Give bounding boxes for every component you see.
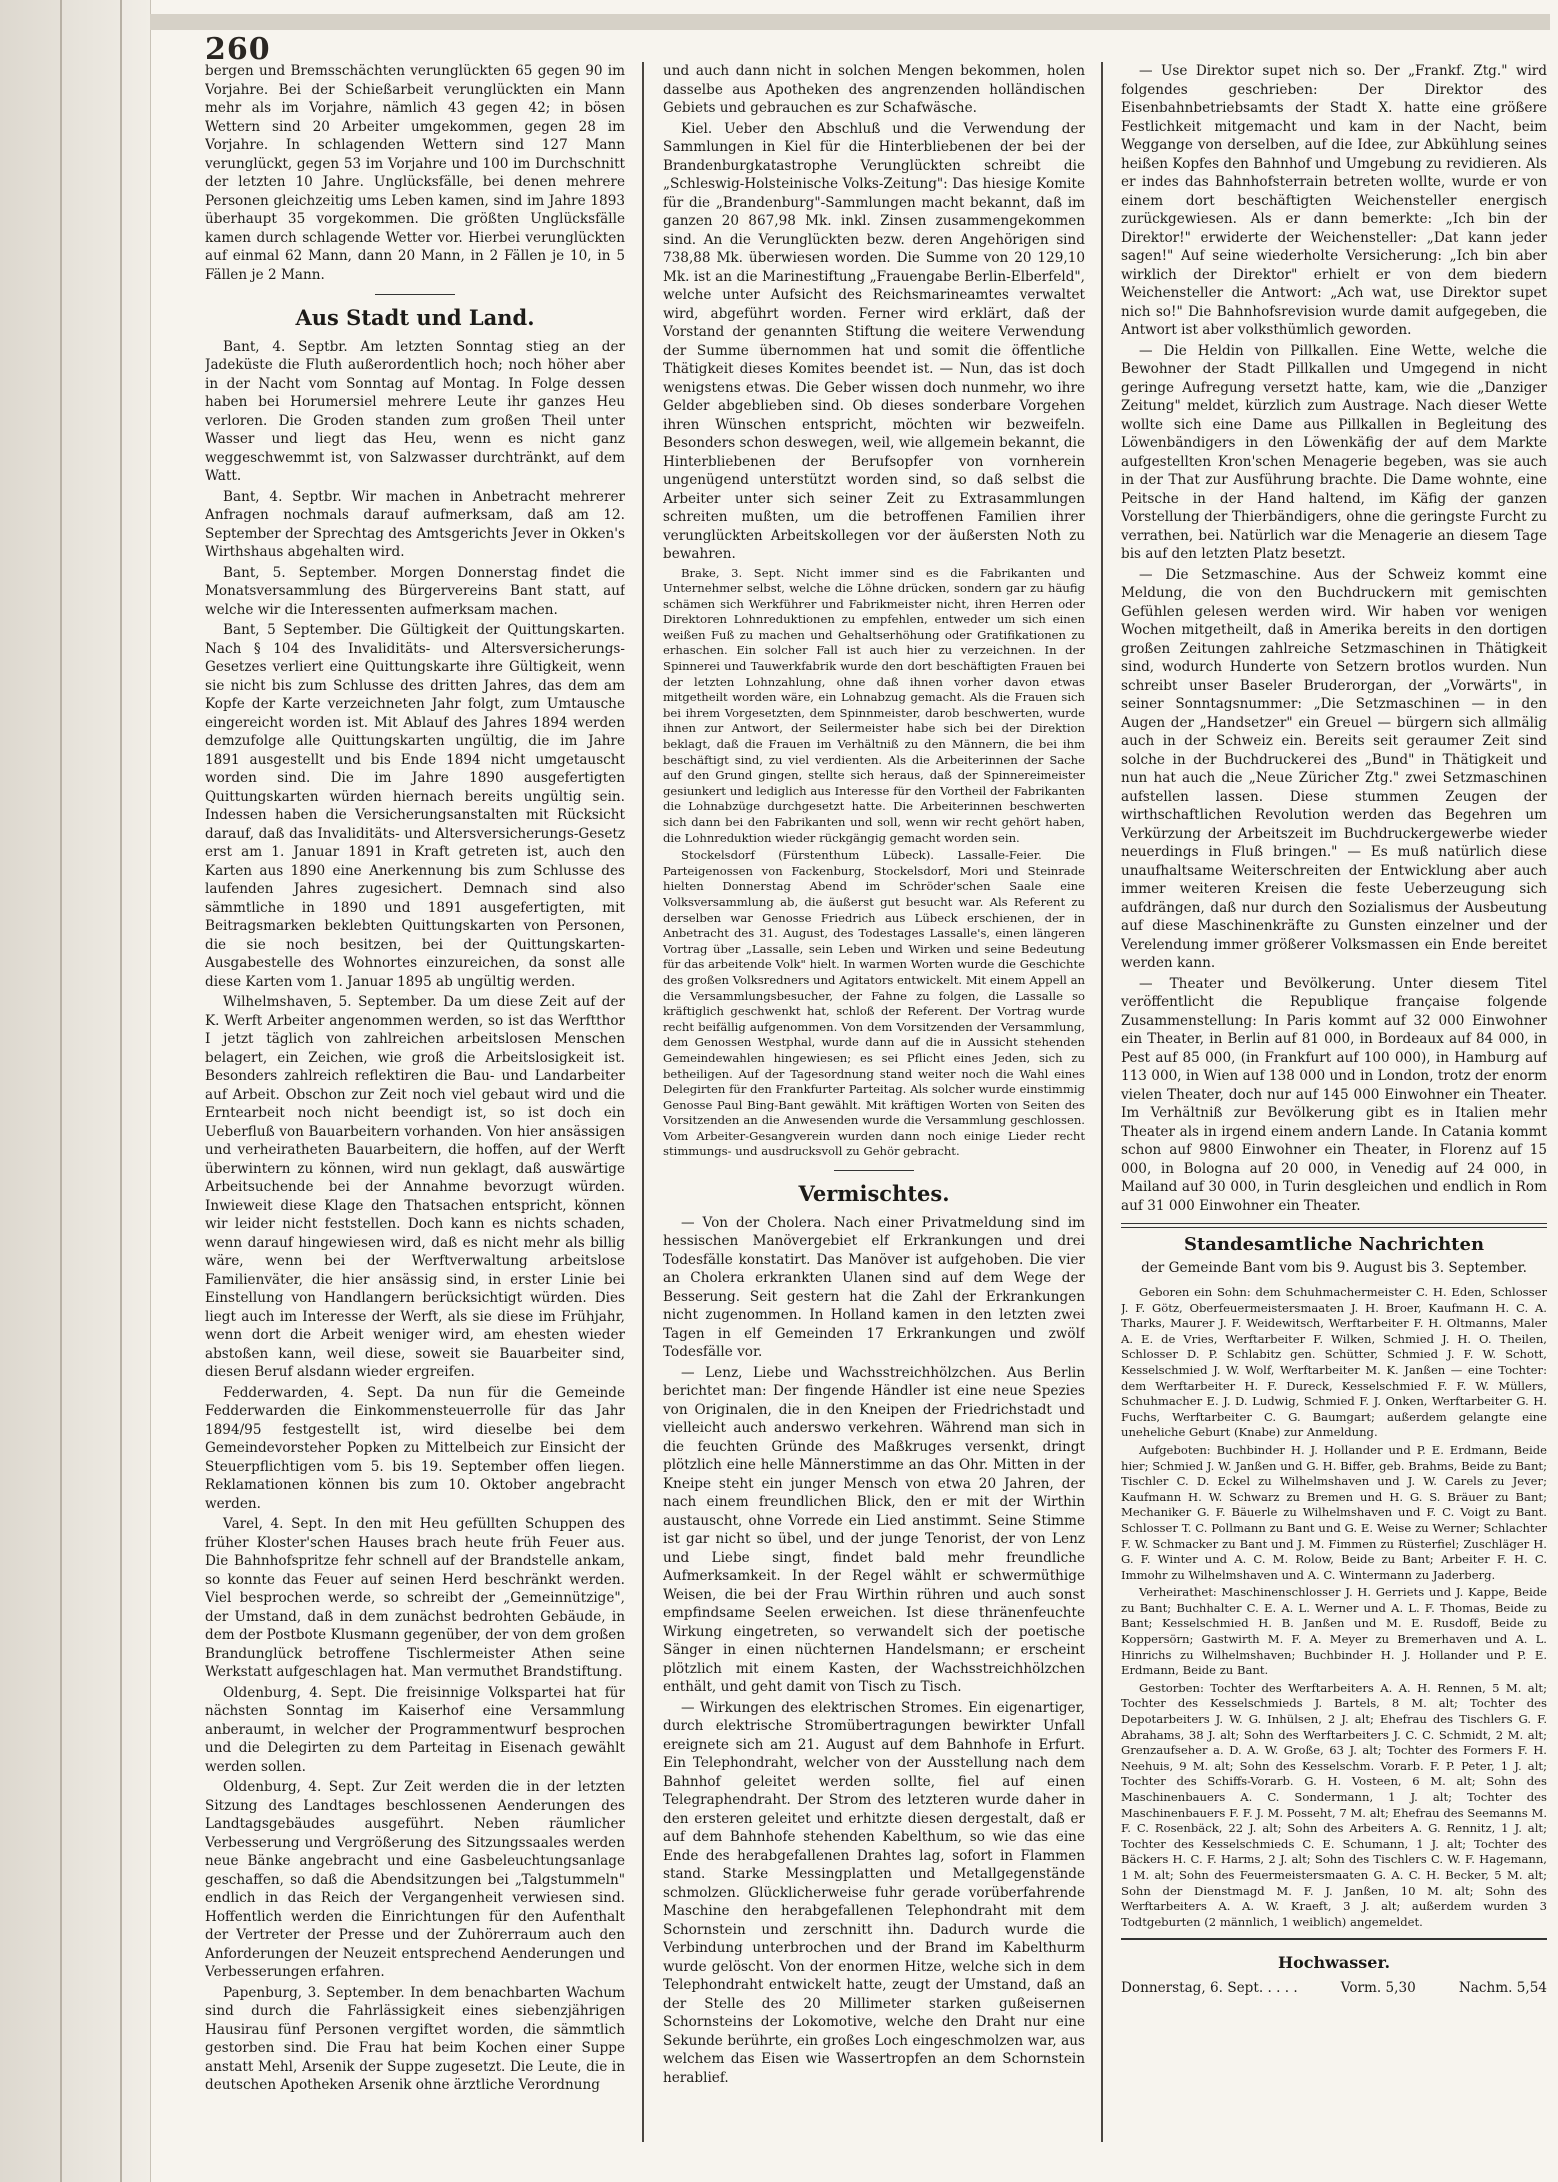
registry-paragraph: Geboren ein Sohn: dem Schuhmachermeister C. H. Eden, Schlosser J. F. Götz, Oberfeuermeistersmaaten J. H. Broer, Kaufmann H. C. A. Tharks, Maurer J. F. Weidewitsch, Werftarbeiter F. H. Oltmanns, Maler A. E. de Vries, Werftarbeiter F. Wilken, Schmied J. H. O. Theilen, Schlosser D. P. Schlabitz gen. Schütter, Schmied J. F. W. Schott, Kesselschmied J. W. Wolf, Werftarbeiter M. K. Janßen — eine Tochter: dem Werftarbeiter H. F. Dureck, Kesselschmied F. F. W. Müllers, Schuhmacher E. J. D. Ludwig, Schmied F. J. Onken, Werftarbeiter G. H. Fuchs, Werftarbeiter C. G. Baumgart; außerdem gelangte eine uneheliche Geburt (Knabe) zur Anmeldung.	[1121, 1285, 1547, 1440]
article-paragraph: Wilhelmshaven, 5. September. Da um diese Zeit auf der K. Werft Arbeiter angenommen werden, so ist das Werftthor I jetzt täglich von zahlreichen arbeitslosen Menschen belagert, ein Zeichen, wie groß die Arbeitslosigkeit ist. Besonders zahlreich reflektiren die Bau- und Landarbeiter auf Arbeit. Obschon zur Zeit noch viel gebaut wird und die Erntearbeit noch nicht beendigt ist, so ist doch ein Ueberfluß von Bauarbeitern vorhanden. Von hier ansässigen und verheiratheten Bauarbeitern, die hoffen, auf der Werft überwintern zu können, wird nun geklagt, daß auswärtige Arbeitsuchende bei der Annahme bevorzugt würden. Inwieweit diese Klage den Thatsachen entspricht, können wir leider nicht feststellen. Doch kann es nichts schaden, wenn darauf hingewiesen wird, daß es nicht mehr als billig wäre, wenn bei der Werftverwaltung arbeitslose Familienväter, die hier ansässig sind, in erster Linie bei Einstellung von Handlangern berücksichtigt würden. Dies liegt auch im Interesse der Werft, als sie diese im Frühjahr, wenn dort die Arbeit weniger wird, am ehesten wieder abstoßen kann, weil diese, soweit sie Bauarbeiter sind, diesen Beruf alsdann wieder ergreifen.	[205, 994, 625, 1380]
article-paragraph: bergen und Bremsschächten verunglückten 65 gegen 90 im Vorjahre. Bei der Schießarbeit verunglückten ein Mann mehr als im Vorjahre, nämlich 43 gegen 42; in bösen Wettern sind 20 Arbeiter umgekommen, gegen 28 im Vorjahre. In schlagenden Wettern sind 127 Mann verunglückt, gegen 53 im Vorjahre und 100 im Durchschnitt der letzten 10 Jahre. Unglücksfälle, bei denen mehrere Personen gleichzeitig ums Leben kamen, sind im Jahre 1893 überhaupt 35 vorgekommen. Die größten Unglücksfälle kamen durch schlagende Wetter vor. Hierbei verunglückten auf einmal 62 Mann, dann 20 Mann, in 2 Fällen je 10, in 5 Fällen je 2 Mann.	[205, 63, 625, 283]
section-subheading: der Gemeinde Bant vom bis 9. August bis 3. September.	[1141, 1259, 1527, 1276]
article-paragraph: Bant, 4. Septbr. Wir machen in Anbetracht mehrerer Anfragen nochmals darauf aufmerksam, daß am 12. September der Sprechtag des Amtsgerichts Jever in Okken's Wirthshaus abgehalten wird.	[205, 488, 625, 560]
registry-paragraph: Aufgeboten: Buchbinder H. J. Hollander und P. E. Erdmann, Beide hier; Schmied J. W. Janßen und G. H. Biffer, geb. Brahms, Beide zu Bant; Tischler C. D. Eckel zu Wilhelmshaven und J. W. Carels zu Jever; Kaufmann H. W. Schwarz zu Bremen und H. G. S. Bräuer zu Bant; Mechaniker G. F. Bäuerle zu Wilhelmshaven und F. C. Voigt zu Bant. Schlosser T. C. Pollmann zu Bant und G. E. Weise zu Werner; Schlachter F. W. Schmacker zu Bant und J. M. Fimmen zu Rüsterfiel; Zuschläger H. G. F. Winter und A. C. M. Rolow, Beide zu Bant; Arbeiter F. H. C. Immohr zu Wilhelmshaven und A. C. Wintermann zu Jaderberg.	[1121, 1442, 1547, 1582]
separator	[375, 294, 455, 295]
article-paragraph-small: Stockelsdorf (Fürstenthum Lübeck). Lassalle-Feier. Die Parteigenossen von Fackenburg, Stockelsdorf, Mori und Steinrade hielten Donnerstag Abend im Schröder'schen Saale eine Volksversammlung ab, die äußerst gut besucht war. Als Referent zu derselben war Genosse Friedrich aus Lübeck erschienen, der in Anbetracht des 31. August, des Todestages Lassalle's, einen längeren Vortrag über „Lassalle, sein Leben und Wirken und seine Bedeutung für das arbeitende Volk" hielt. In warmen Worten wurde die Geschichte des großen Volksredners und Agitators entwickelt. Mit einem Appell an die Versammlungsbesucher, der Fahne zu folgen, die Lassalle so kräftiglich geschwenkt hat, schloß der Referent. Der Vortrag wurde recht beifällig aufgenommen. Von dem Vorsitzenden der Versammlung, dem Genossen Westphal, wurde dann auf die in Aussicht stehenden Gemeindewahlen hingewiesen; es sei Pflicht eines Jeden, sich zu betheiligen. Auf der Tagesordnung stand weiter noch die Wahl eines Delegirten für den Frankfurter Parteitag. Als solcher wurde einstimmig Genosse Paul Bing-Bant gewählt. Mit kräftigen Worten von Seiten des Vorsitzenden an die Anwesenden wurde die Versammlung geschlossen. Vom Arbeiter-Gesangverein wurden dann noch einige Lieder recht stimmungs- und ausdrucksvoll zu Gehör gebracht.	[663, 848, 1085, 1159]
article-paragraph: Bant, 4. Septbr. Am letzten Sonntag stieg an der Jadeküste die Fluth außerordentlich hoch; noch höher aber in der Nacht vom Sonntag auf Montag. In Folge dessen haben bei Horumersiel mehrere Leute ihr ganzes Heu verloren. Die Groden standen zum großen Theil unter Wasser und liegt das Heu, wenn es nicht ganz weggeschwemmt ist, von Salzwasser durchtränkt, auf dem Watt.	[205, 338, 625, 484]
article-paragraph: und auch dann nicht in solchen Mengen bekommen, holen dasselbe aus Apotheken des angrenzenden holländischen Gebiets und gebrauchen es zur Schafwäsche.	[663, 63, 1085, 116]
article-paragraph: — Use Direktor supet nich so. Der „Frankf. Ztg." wird folgendes geschrieben: Der Direktor des Eisenbahnbetriebsamts der Stadt X. hatte eine größere Festlichkeit mitgemacht und kam in der Nacht, beim Weggange von derselben, auf die Idee, zur Abkühlung seines heißen Kopfes den Bahnhof und Umgebung zu revidieren. Als er indes das Bahnhofsterrain betreten wollte, wurde er von einem dort beschäftigten Weichensteller energisch zurückgewiesen. Als er dann bemerkte: „Ich bin der Direktor!" erwiderte der Weichensteller: „Dat kann jeder sagen!" Auf seine wiederholte Versicherung: „Ich bin aber wirklich der Direktor" erhielt er von dem biedern Weichensteller die Antwort: „Ach wat, use Direktor supet nich so!" Die Bahnhofsrevision wurde damit aufgegeben, die Antwort ist aber volksthümlich geworden.	[1121, 63, 1547, 338]
separator	[1121, 1223, 1547, 1228]
registry-paragraph: Verheirathet: Maschinenschlosser J. H. Gerriets und J. Kappe, Beide zu Bant; Buchhalter C. E. A. L. Werner und A. L. F. Thomas, Beide zu Bant; Kesselschmied H. B. Janßen und M. E. Rusdoff, Beide zu Koppersörn; Gastwirth M. F. A. Meyer zu Bremerhaven und A. L. Hinrichs zu Wilhelmshaven; Buchbinder H. J. Hollander und P. E. Erdmann, Beide zu Bant.	[1121, 1585, 1547, 1678]
hochwasser-afternoon: Nachm. 5,54	[1458, 1979, 1547, 1996]
article-paragraph: Bant, 5 September. Die Gültigkeit der Quittungskarten. Nach § 104 des Invaliditäts- und Altersversicherungs-Gesetzes verliert eine Quittungskarte ihre Gültigkeit, wenn sie nicht bis zum Schlusse des dritten Jahres, das dem am Kopfe der Karte verzeichneten Jahr folgt, zum Umtausche eingereicht worden ist. Mit Ablauf des Jahres 1894 werden demzufolge alle Quittungskarten ungültig, die im Jahre 1891 ausgestellt und bis Ende 1894 nicht umgetauscht worden sind. Die im Jahre 1890 ausgefertigten Quittungskarten würden hiernach bereits ungültig sein. Indessen haben die Versicherungsanstalten mit Rücksicht darauf, daß das Invaliditäts- und Altersversicherungs-Gesetz erst am 1. Januar 1891 in Kraft getreten ist, auch den Karten aus 1890 eine Anerkennung bis zum Schlusse des laufenden Jahres zugesichert. Demnach sind also sämmtliche in 1890 und 1891 ausgefertigten, mit Beitragsmarken beklebten Quittungskarten von Personen, die sie noch besitzen, bei der Quittungskarten-Ausgabestelle des Wohnortes einzureichen, da sonst alle diese Karten vom 1. Januar 1895 ab ungültig werden.	[205, 622, 625, 990]
article-paragraph: Bant, 5. September. Morgen Donnerstag findet die Monatsversammlung des Bürgervereins Bant statt, auf welche wir die Interessenten aufmerksam machen.	[205, 564, 625, 618]
article-paragraph: Papenburg, 3. September. In dem benachbarten Wachum sind durch die Fahrlässigkeit eines siebenzjährigen Hausirau fünf Personen vergiftet worden, die sämmtlich gestorben sind. Die Frau hat beim Kochen einer Suppe anstatt Mehl, Arsenik der Suppe zugesetzt. Die Leute, die in deutschen Apotheken Arsenik ohne ärztliche Verordnung	[205, 1984, 625, 2093]
hochwasser-date: Donnerstag, 6. Sept. . . . .	[1121, 1979, 1298, 1996]
article-paragraph: — Theater und Bevölkerung. Unter diesem Titel veröffentlicht die Republique française folgende Zusammenstellung: In Paris kommt auf 32 000 Einwohner ein Theater, in Berlin auf 81 000, in Bordeaux auf 84 000, in Pest auf 85 000, (in Frankfurt auf 100 000), in Hamburg auf 113 000, in Wien auf 138 000 und in London, trotz der enorm vielen Theater, doch nur auf 145 000 Einwohner ein Theater. Im Verhältniß zur Bevölkerung gibt es in Italien mehr Theater als in irgend einem andern Lande. In Catania kommt schon auf 9800 Einwohner ein Theater, in Florenz auf 15 000, in Bologna auf 20 000, in Venedig auf 24 000, in Mailand auf 30 000, in Turin desgleichen und endlich in Rom auf 31 000 Einwohner ein Theater.	[1121, 975, 1547, 1214]
hochwasser-morning: Vorm. 5,30	[1340, 1979, 1416, 1996]
section-heading: Vermischtes.	[798, 1181, 950, 1207]
separator	[1121, 1938, 1547, 1940]
article-paragraph: — Wirkungen des elektrischen Stromes. Ein eigenartiger, durch elektrische Stromübertragungen bewirkter Unfall ereignete sich am 21. August auf dem Bahnhofe in Erfurt. Ein Telephondraht, welcher von der Ausstellung nach dem Bahnhof geleitet werden sollte, fiel auf einen Telegraphendraht. Der Strom des letzteren wurde daher in den ersteren geleitet und erhitzte diesen dergestalt, daß er auf dem Bahnhofe stehenden Kabelthum, so wie das eine Ende des herabgefallenen Drahtes lag, sofort in Flammen stand. Starke Messingplatten und Metallgegenstände schmolzen. Glücklicherweise fuhr gerade vorüberfahrende Maschine den herabgefallenen Telephondraht mit dem Schornstein und zerschnitt ihn. Dadurch wurde die Verbindung unterbrochen und der Brand im Kabelthurm wurde gelöscht. Von der enormen Hitze, welche sich in dem Telephondraht entwickelt hatte, zeugt der Umstand, daß an der Stelle des 20 Millimeter starken gußeisernen Schornsteins der Lokomotive, welche den Draht nur eine Sekunde berührte, ein großes Loch eingeschmolzen war, aus welchem das Eisen wie Wassertropfen an dem Schornstein herablief.	[663, 1699, 1085, 2086]
page-number: 260	[205, 32, 271, 67]
section-heading: Standesamtliche Nachrichten	[1183, 1234, 1485, 1255]
article-paragraph: — Die Heldin von Pillkallen. Eine Wette, welche die Bewohner der Stadt Pillkallen und Umgegend in nicht geringe Aufregung versetzt hatte, kam, wie die „Danziger Zeitung" meldet, kürzlich zum Austrage. Nach dieser Wette wollte sich eine Dame aus Pillkallen in Begleitung des Löwenbändigers in den Löwenkäfig der auf dem Markte aufgestellten Kron'schen Menagerie begeben, was sie auch in der That zur Ausführung brachte. Die Dame wohnte, eine Peitsche in der Hand haltend, im Käfig der ganzen Vorstellung der Thierbändigers, ohne die geringste Furcht zu verrathen, bei. Natürlich war die Menagerie an diesem Tage bis auf den letzten Platz besetzt.	[1121, 342, 1547, 562]
article-paragraph: — Lenz, Liebe und Wachsstreichhölzchen. Aus Berlin berichtet man: Der fingende Händler ist eine neue Spezies von Originalen, die in den Kneipen der Friedrichstadt und vielleicht auch anderswo verkehren. Während man sich in die feuchten Gründe des Maßkruges versenkt, dringt plötzlich eine helle Männerstimme an das Ohr. Mitten in der Kneipe steht ein junger Mensch von etwa 20 Jahren, der nach einem freundlichen Blick, den er mit der Wirthin austauscht, ohne Vorrede ein Lied anstimmt. Seine Stimme ist gar nicht so übel, und der junge Tenorist, der von Lenz und Liebe singt, findet bald mehr freundliche Aufmerksamkeit. In der Regel wählt er schwermüthige Weisen, die bei der Frau Wirthin rühren und auch sonst empfindsame Seelen erweichen. Ist diese thränenfeuchte Wirkung eingetreten, so verwandelt sich der poetische Sänger in einen nüchternen Handelsmann; er erscheint plötzlich mit einem Kasten, der Wachsstreichhölzchen enthält, und geht damit von Tisch zu Tisch.	[663, 1364, 1085, 1696]
column-rule	[642, 62, 644, 2142]
article-paragraph: Fedderwarden, 4. Sept. Da nun für die Gemeinde Fedderwarden die Einkommensteuerrolle für das Jahr 1894/95 festgestellt ist, wird dieselbe bei dem Gemeindevorsteher Popken zu Mittelbeich zur Einsicht der Steuerpflichtigen vom 5. bis 19. September offen liegen. Reklamationen können bis zum 10. Oktober angebracht werden.	[205, 1384, 625, 1512]
section-heading: Aus Stadt und Land.	[295, 305, 535, 330]
article-paragraph: Kiel. Ueber den Abschluß und die Verwendung der Sammlungen in Kiel für die Hinterbliebenen der bei der Brandenburgkatastrophe Verunglückten schreibt die „Schleswig-Holsteinische Volks-Zeitung": Das hiesige Komite für die „Brandenburg"-Sammlungen macht bekannt, daß im ganzen 20 867,98 Mk. inkl. Zinsen zusammengekommen sind. An die Verunglückten bezw. deren Angehörigen sind 738,88 Mk. überwiesen worden. Die Summe von 20 129,10 Mk. ist an die Marinestiftung „Frauengabe Berlin-Elberfeld", welche unter Aufsicht des Reichsmarineamtes verwaltet wird, abgeführt worden. Ferner wird erklärt, daß der Vorstand der genannten Stiftung die weitere Verwendung der Summe übernommen hat und somit die öffentliche Thätigkeit dieses Komites beendet ist. — Nun, das ist doch wenigstens etwas. Die Geber wissen doch nunmehr, wo ihre Gelder abgeblieben sind. Ob dieses sonderbare Vorgehen ihren Wünschen entspricht, möchten wir bezweifeln. Besonders schon deswegen, weil, wie allgemein bekannt, die Hinterbliebenen der Berufsopfer von vornherein ungenügend unterstützt worden sind, so daß selbst die Arbeiter unter sich seiner Zeit zu Extrasammlungen schreiten mußten, um die betroffenen Familien ihrer verunglückten Arbeitskollegen vor der äußersten Noth zu bewahren.	[663, 120, 1085, 562]
column-1	[205, 62, 625, 2157]
column-3	[1121, 62, 1547, 2157]
article-paragraph-small: Brake, 3. Sept. Nicht immer sind es die Fabrikanten und Unternehmer selbst, welche die Löhne drücken, sondern gar zu häufig schämen sich Werkführer und Fabrikmeister nicht, ihren Herren oder Direktoren Lohnreduktionen zu empfehlen, entweder um sich einen weißen Fuß zu machen und Gehaltserhöhung oder Gratifikationen zu erhaschen. Ein solcher Fall ist auch hier zu verzeichnen. In der Spinnerei und Tauwerkfabrik wurde den dort beschäftigten Frauen bei der letzten Lohnzahlung, ohne daß ihnen vorher davon etwas mitgetheilt worden wäre, ein Lohnabzug gemacht. Als die Frauen sich bei ihrem Vorgesetzten, dem Spinnmeister, darob beschwerten, wurde ihnen zur Antwort, der Seilermeister habe sich bei der Direktion beklagt, daß die Frauen im Verhältniß zu den Männern, die bei ihm beschäftigt sind, zu viel verdienten. Als die Arbeiterinnen der Sache auf den Grund gingen, stellte sich heraus, daß der Spinnereimeister gesiunkert und lediglich aus Interesse für den Vortheil der Fabrikanten die Lohnabzüge durchgesetzt hatte. Die Arbeiterinnen beschwerten sich dann bei den Fabrikanten und soll, wenn wir recht gehört haben, die Lohnreduktion wieder rückgängig gemacht worden sein.	[663, 565, 1085, 845]
top-edge	[150, 14, 1550, 30]
article-paragraph: — Die Setzmaschine. Aus der Schweiz kommt eine Meldung, die von den Buchdruckern mit gemischten Gefühlen gelesen werden wird. Wir haben vor wenigen Wochen mitgetheilt, daß in Amerika bereits in den dortigen großen Zeitungen zahlreiche Setzmaschinen in Thätigkeit sind, wodurch Hunderte von Setzern brotlos wurden. Nun schreibt unser Baseler Bruderorgan, der „Vorwärts", in seiner Sonntagsnummer: „Die Setzmaschinen — in den Augen der „Handsetzer" ein Greuel — bürgern sich allmälig auch in der Schweiz ein. Bereits seit geraumer Zeit sind solche in der Buchdruckerei des „Bund" in Thätigkeit und nun hat auch die „Neue Züricher Ztg." zwei Setzmaschinen aufstellen lassen. Diese stummen Zeugen der wirthschaftlichen Revolution werden das Begehren um Verkürzung der Arbeitszeit im Buchdruckergewerbe wieder neuerdings in Fluß bringen." — Es muß natürlich diese unaufhaltsame Weiterschreiten der Entwicklung aber auch immer weiteren Kreisen die feste Ueberzeugung sich aufdrängen, daß nur durch den Sozialismus der Ausbeutung auf diese Maschinenkräfte zu Gunsten einzelner und der Verelendung immer größerer Volksmassen ein Ende bereitet werden kann.	[1121, 566, 1547, 971]
binding-line	[120, 0, 122, 2182]
article-paragraph: Oldenburg, 4. Sept. Die freisinnige Volkspartei hat für nächsten Sonntag im Kaiserhof eine Versammlung anberaumt, in welcher der Programmentwurf besprochen und die Delegirten zu dem Parteitag in Eisenach gewählt werden sollen.	[205, 1684, 625, 1775]
binding-line	[60, 0, 62, 2182]
article-paragraph: Oldenburg, 4. Sept. Zur Zeit werden die in der letzten Sitzung des Landtages beschlossenen Aenderungen des Landtagsgebäudes ausgeführt. Neben räumlicher Verbesserung und Vergrößerung des Sitzungssaales werden neue Bänke angebracht und eine Gasbeleuchtungsanlage geschaffen, so daß die Abendsitzungen bei „Talgstummeln" endlich in das Reich der Vergangenheit verwiesen sind. Hoffentlich werden die Einrichtungen für den Aufenthalt der Vertreter der Presse und der Zuhörerraum auch den Anforderungen der Neuzeit entsprechend Aenderungen und Verbesserungen erfahren.	[205, 1779, 625, 1980]
binding-strip	[0, 0, 151, 2182]
separator	[834, 1170, 914, 1171]
column-rule	[1101, 62, 1103, 2142]
article-paragraph: — Von der Cholera. Nach einer Privatmeldung sind im hessischen Manövergebiet elf Erkrankungen und drei Todesfälle konstatirt. Das Manöver ist aufgehoben. Die vier an Cholera erkrankten Ulanen sind auf dem Wege der Besserung. Seit gestern hat die Zahl der Erkrankungen nicht zugenommen. In Holland kamen in den letzten zwei Tagen in elf Gemeinden 17 Erkrankungen und zwölf Todesfälle vor.	[663, 1214, 1085, 1361]
registry-paragraph: Gestorben: Tochter des Werftarbeiters A. A. H. Rennen, 5 M. alt; Tochter des Kesselschmieds J. Bartels, 8 M. alt; Tochter des Depotarbeiters J. W. G. Inhülsen, 2 J. alt; Ehefrau des Tischlers G. F. Abrahams, 38 J. alt; Sohn des Werftarbeiters J. C. C. Schmidt, 2 M. alt; Grenzaufseher a. D. A. W. Große, 63 J. alt; Tochter des Formers F. H. Neehuis, 9 M. alt; Sohn des Kesselschm. Vorarb. F. P. Peter, 1 J. alt; Tochter des Schiffs-Vorarb. G. H. Vosteen, 6 M. alt; Sohn des Maschinenbauers A. C. Sondermann, 1 J. alt; Tochter des Maschinenbauers F. F. J. M. Posseht, 7 M. alt; Ehefrau des Seemanns M. F. C. Rosenbäck, 22 J. alt; Sohn des Arbeiters A. G. Rennitz, 1 J. alt; Tochter des Kesselschmieds C. E. Schumann, 1 J. alt; Tochter des Bäckers H. C. F. Harms, 2 J. alt; Sohn des Tischlers C. W. F. Hagemann, 1 M. alt; Sohn des Feuermeistersmaaten G. A. C. H. Becker, 5 M. alt; Sohn der Dienstmagd M. F. J. Janßen, 10 M. alt; Sohn des Werftarbeiters A. A. W. Kraeft, 3 J. alt; außerdem wurden 3 Todtgeburten (2 männlich, 1 weiblich) angemeldet.	[1121, 1680, 1547, 1929]
article-paragraph: Varel, 4. Sept. In den mit Heu gefüllten Schuppen des früher Kloster'schen Hauses brach heute früh Feuer aus. Die Bahnhofspritze fehr schnell auf der Brandstelle ankam, so konnte das Feuer auf seinen Herd beschränkt werden. Viel besprochen werde, so schreibt der „Gemeinnützige", der Umstand, daß in dem zunächst bedrohten Gebäude, in dem der Postbote Klusmann gegenüber, der von dem großen Brandunglück betroffene Tischlermeister Athen seine Werkstatt aufgeschlagen hat. Man vermuthet Brandstiftung.	[205, 1516, 625, 1680]
hochwasser-heading: Hochwasser.	[1277, 1953, 1391, 1973]
column-2	[663, 62, 1085, 2157]
hochwasser-row	[1121, 1979, 1547, 1998]
